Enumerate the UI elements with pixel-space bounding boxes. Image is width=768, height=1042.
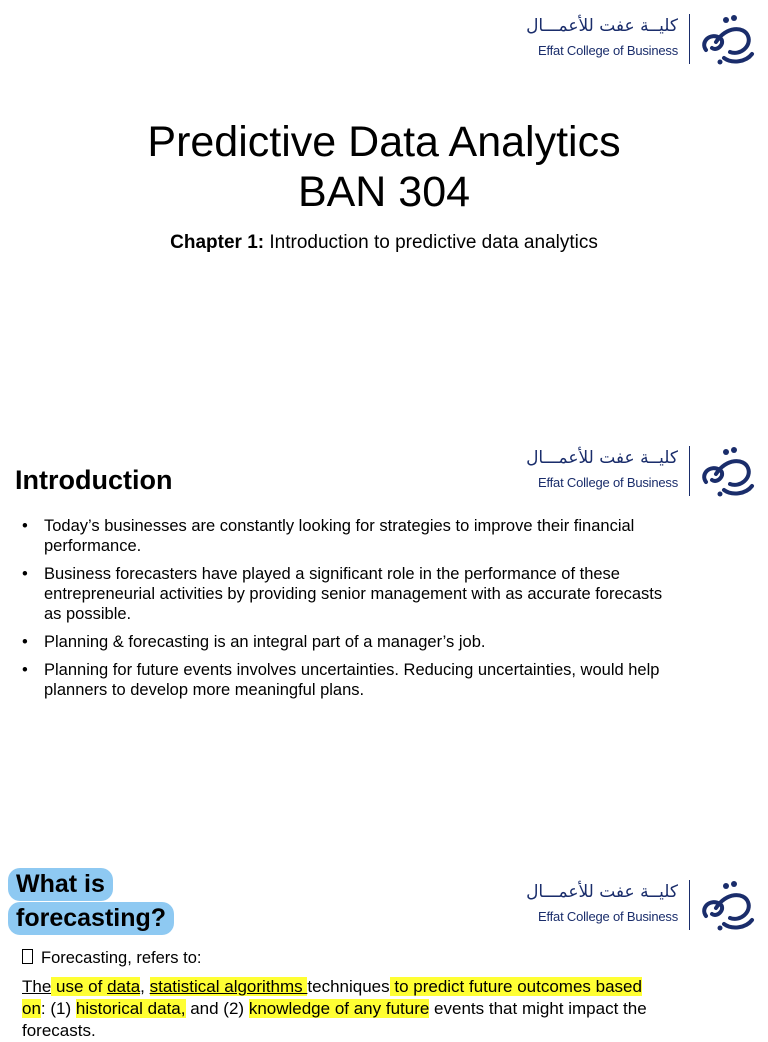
- effat-logo: [524, 444, 756, 506]
- title-slide: [0, 0, 768, 430]
- bullet-text: Today’s businesses are constantly looking for strategies to improve their financial performance.: [44, 517, 635, 555]
- logo-divider: [689, 880, 690, 930]
- bullet-item: [22, 516, 682, 556]
- effat-logo: [524, 12, 756, 74]
- bullet-item: [22, 632, 682, 652]
- para-highlight: data: [107, 977, 141, 996]
- effat-mark-icon: [696, 444, 756, 500]
- checkbox-bullet-icon: [22, 949, 33, 964]
- slide-title: Introduction: [15, 465, 173, 495]
- bullet-list: [22, 516, 682, 708]
- effat-mark-icon: [696, 12, 756, 68]
- logo-divider: [689, 14, 690, 64]
- title-line-1: What is: [8, 868, 113, 901]
- bullet-dot: •: [22, 565, 28, 583]
- slide-title: [8, 868, 174, 936]
- chapter-label: Chapter 1:: [170, 232, 265, 253]
- logo-arabic-text: كليــة عفت للأعمـــال: [526, 882, 678, 902]
- chapter-subtitle: [0, 232, 768, 254]
- title-line-1: Predictive Data Analytics: [147, 118, 621, 166]
- forecasting-slide: [0, 864, 768, 1040]
- para-run: : (1): [40, 999, 76, 1018]
- para-run: techniques: [307, 977, 390, 996]
- introduction-slide: [0, 432, 768, 862]
- bullet-dot: •: [22, 517, 28, 535]
- para-highlight: knowledge of any future: [248, 999, 430, 1018]
- logo-english-text: Effat College of Business: [537, 909, 678, 924]
- para-highlight: statistical algorithms: [149, 977, 308, 996]
- effat-mark-icon: [696, 878, 756, 934]
- presentation-title: [0, 117, 768, 217]
- effat-logo: [524, 878, 756, 940]
- logo-divider: [689, 446, 690, 496]
- bullet-item: [22, 564, 682, 624]
- chapter-text: Introduction to predictive data analytics: [264, 232, 598, 253]
- refers-text: Forecasting, refers to:: [41, 949, 202, 967]
- logo-arabic-text: كليــة عفت للأعمـــال: [526, 448, 678, 468]
- bullet-dot: •: [22, 633, 28, 651]
- logo-arabic-text: كليــة عفت للأعمـــال: [526, 16, 678, 36]
- bullet-dot: •: [22, 661, 28, 679]
- para-highlight: to predict future outcomes based on: [22, 977, 642, 1018]
- logo-english-text: Effat College of Business: [537, 43, 678, 58]
- definition-paragraph: [22, 976, 662, 1042]
- bullet-text: Planning & forecasting is an integral part of a manager’s job.: [44, 633, 486, 651]
- para-highlight: historical data,: [75, 999, 186, 1018]
- bullet-item: [22, 660, 682, 700]
- bullet-text: Business forecasters have played a significant role in the performance of these entrepreneurial activities by providing senior management with as accurate forecasts as possible.: [44, 565, 663, 623]
- logo-english-text: Effat College of Business: [537, 475, 678, 490]
- title-line-2: forecasting?: [8, 902, 174, 935]
- para-run: events that might impact the forecasts.: [22, 999, 647, 1040]
- title-line-2: BAN 304: [297, 168, 471, 216]
- bullet-text: Planning for future events involves uncertainties. Reducing uncertainties, would help planners to develop more meaningful plans.: [44, 661, 660, 699]
- para-run: ,: [140, 977, 150, 996]
- para-run: and (2): [185, 999, 249, 1018]
- para-run: The: [22, 977, 52, 996]
- para-highlight: use of: [51, 977, 108, 996]
- refers-line: [22, 949, 201, 968]
